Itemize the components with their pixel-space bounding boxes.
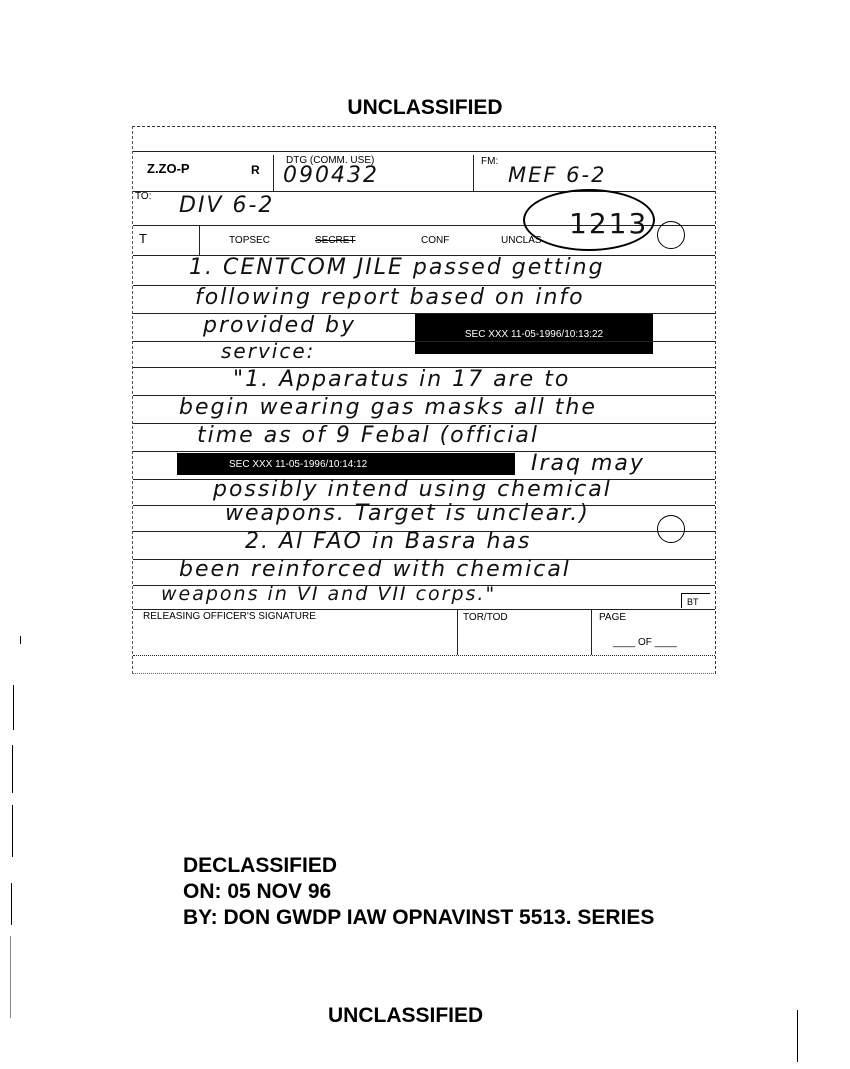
header-classification: UNCLASSIFIED <box>347 96 503 119</box>
page-label: PAGE <box>599 612 627 623</box>
scan-mark <box>797 1010 798 1062</box>
body-line: weapons. Target is unclear.) <box>225 501 590 526</box>
dtg-value: 090432 <box>283 163 379 188</box>
divider <box>457 609 458 655</box>
class-unclas: UNCLAS <box>501 235 542 246</box>
declass-line: DECLASSIFIED <box>183 854 338 877</box>
scan-mark <box>20 636 21 644</box>
precedence-mark: Z.ZO-P <box>147 161 190 176</box>
declass-line: ON: 05 NOV 96 <box>183 880 332 903</box>
scan-mark <box>12 805 13 857</box>
body-line: been reinforced with chemical <box>179 557 571 582</box>
scan-mark <box>13 685 14 730</box>
divider <box>273 155 274 191</box>
redaction-block: SEC XXX 11-05-1996/10:14:12 <box>177 453 515 475</box>
to-label: TO: <box>135 191 152 202</box>
body-line: possibly intend using chemical <box>213 477 612 502</box>
body-line: 2. Al FAO in Basra has <box>245 529 532 554</box>
fm-value: MEF 6-2 <box>508 163 607 187</box>
signature-label: RELEASING OFFICER'S SIGNATURE <box>143 611 316 622</box>
page-of: ____ OF ____ <box>613 637 677 648</box>
form-rule <box>133 191 715 192</box>
body-line: 1. CENTCOM JILE passed getting <box>189 255 605 280</box>
class-conf: CONF <box>421 235 450 246</box>
declass-line: BY: DON GWDP IAW OPNAVINST 5513. SERIES <box>183 906 655 929</box>
form-rule <box>133 609 715 610</box>
redaction-block: SEC XXX 11-05-1996/10:13:22 <box>415 314 653 354</box>
divider <box>473 155 474 191</box>
scan-mark <box>11 883 12 925</box>
body-line: time as of 9 Febal (official <box>197 423 540 448</box>
hole-punch <box>657 515 685 543</box>
tortod-label: TOR/TOD <box>463 612 508 623</box>
body-line: "1. Apparatus in 17 are to <box>233 367 571 392</box>
footer-classification: UNCLASSIFIED <box>328 1004 484 1027</box>
class-topsec: TOPSEC <box>229 235 270 246</box>
body-line: following report based on info <box>195 285 585 310</box>
body-line: provided by <box>203 313 357 338</box>
marker-t: T <box>139 231 147 246</box>
body-line: service: <box>221 339 316 363</box>
hole-punch <box>657 221 685 249</box>
form-rule <box>133 151 715 152</box>
to-value: DIV 6-2 <box>179 193 275 218</box>
circled-number: 1213 <box>569 207 649 240</box>
body-line: weapons in VI and VII corps." <box>161 583 497 605</box>
declassification-stamp <box>183 853 654 931</box>
form-rule <box>133 655 715 656</box>
body-line: Iraq may <box>531 451 645 476</box>
routine-mark: R <box>251 163 260 177</box>
body-line: begin wearing gas masks all the <box>179 395 597 420</box>
bt-label: BT <box>687 597 699 607</box>
scan-mark <box>10 936 11 1018</box>
fm-label: FM: <box>481 156 499 167</box>
scan-mark <box>12 745 13 793</box>
divider <box>591 609 592 655</box>
divider <box>199 225 200 255</box>
message-form <box>132 126 716 674</box>
dtg-label: DTG (COMM. USE) <box>286 155 375 166</box>
class-secret: SECRET <box>315 235 356 246</box>
